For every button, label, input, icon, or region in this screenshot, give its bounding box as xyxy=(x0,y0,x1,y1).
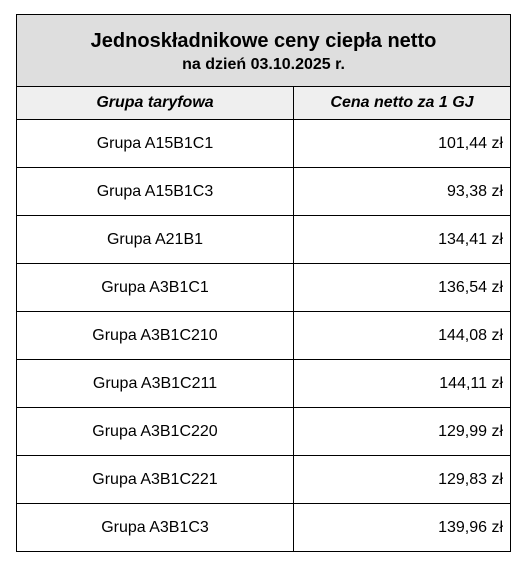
net-price-cell: 101,44 zł xyxy=(294,120,511,168)
title-row xyxy=(17,15,511,87)
table-row xyxy=(17,168,511,216)
price-table-container xyxy=(16,14,510,552)
table-row xyxy=(17,456,511,504)
price-table xyxy=(16,14,511,552)
net-price-cell: 136,54 zł xyxy=(294,264,511,312)
table-row xyxy=(17,264,511,312)
net-price-cell: 144,11 zł xyxy=(294,360,511,408)
tariff-group-cell: Grupa A3B1C3 xyxy=(17,504,294,552)
net-price-cell: 144,08 zł xyxy=(294,312,511,360)
net-price-cell: 129,83 zł xyxy=(294,456,511,504)
table-row xyxy=(17,504,511,552)
column-header-price: Cena netto za 1 GJ xyxy=(294,87,511,120)
tariff-group-cell: Grupa A15B1C3 xyxy=(17,168,294,216)
tariff-group-cell: Grupa A3B1C211 xyxy=(17,360,294,408)
table-row xyxy=(17,312,511,360)
header-row xyxy=(17,87,511,120)
net-price-cell: 93,38 zł xyxy=(294,168,511,216)
table-row xyxy=(17,408,511,456)
table-title-cell xyxy=(17,15,511,87)
tariff-group-cell: Grupa A3B1C221 xyxy=(17,456,294,504)
table-subtitle: na dzień 03.10.2025 r. xyxy=(182,55,345,73)
tariff-group-cell: Grupa A15B1C1 xyxy=(17,120,294,168)
tariff-group-cell: Grupa A3B1C220 xyxy=(17,408,294,456)
table-row xyxy=(17,216,511,264)
tariff-group-cell: Grupa A21B1 xyxy=(17,216,294,264)
net-price-cell: 129,99 zł xyxy=(294,408,511,456)
column-header-group: Grupa taryfowa xyxy=(17,87,294,120)
tariff-group-cell: Grupa A3B1C1 xyxy=(17,264,294,312)
table-row xyxy=(17,120,511,168)
table-title: Jednoskładnikowe ceny ciepła netto xyxy=(90,29,437,52)
tariff-group-cell: Grupa A3B1C210 xyxy=(17,312,294,360)
table-row xyxy=(17,360,511,408)
net-price-cell: 134,41 zł xyxy=(294,216,511,264)
net-price-cell: 139,96 zł xyxy=(294,504,511,552)
